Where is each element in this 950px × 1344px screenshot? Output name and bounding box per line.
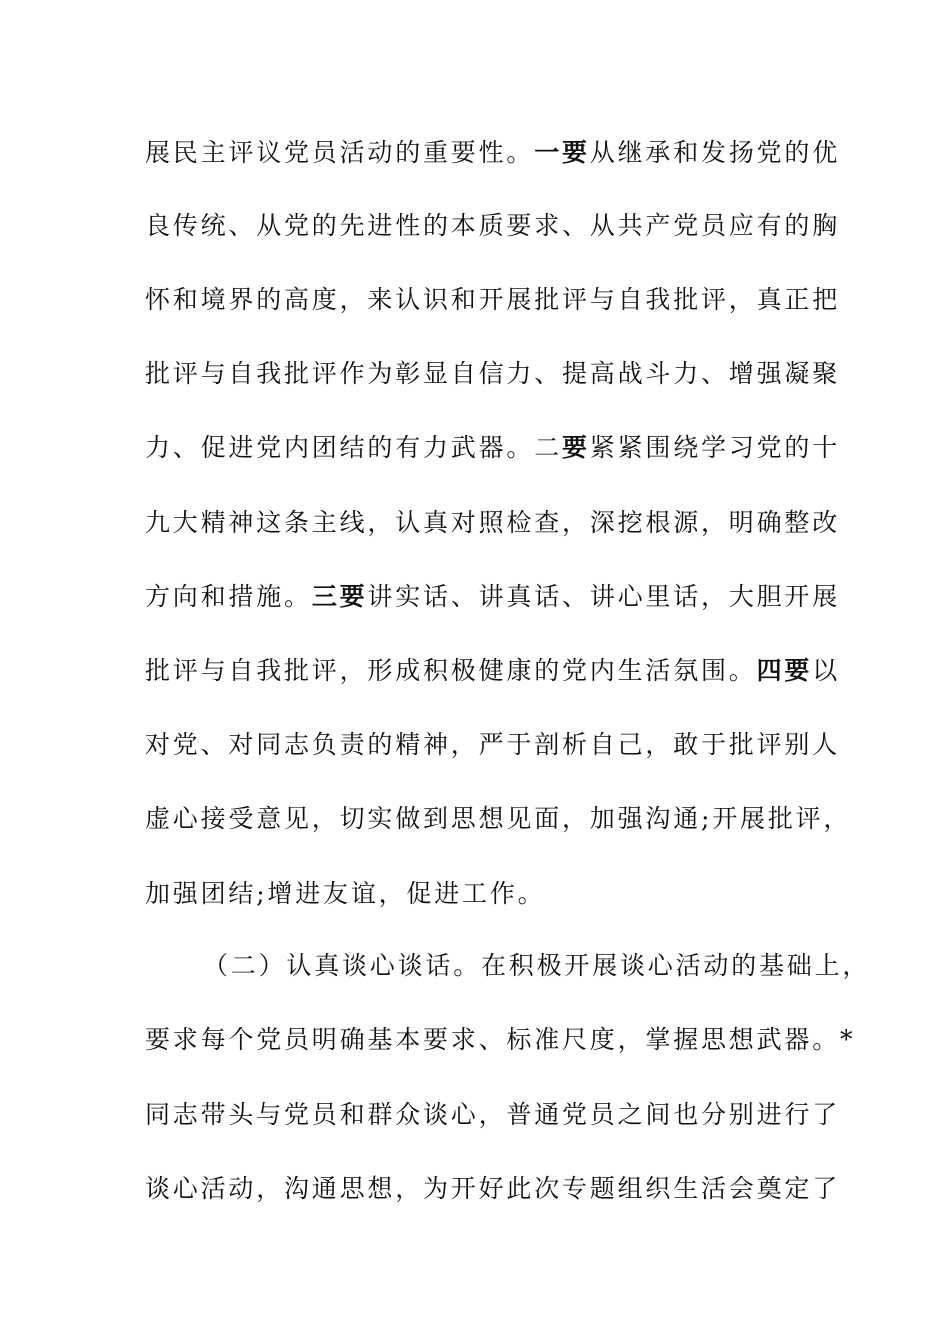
text-run: 批评与自我批评，形成积极健康的党内生活氛围。 xyxy=(145,656,757,685)
text-run: 展民主评议党员活动的重要性。 xyxy=(145,138,535,167)
text-line-1 xyxy=(145,133,841,173)
text-run: 同志带头与党员和群众谈心，普通党员之间也分别进行了 xyxy=(145,1100,841,1129)
text-run: 方向和措施。 xyxy=(145,582,312,611)
text-line-10 xyxy=(145,799,852,839)
text-run: 力、促进党内团结的有力武器。二 xyxy=(145,433,563,462)
text-line-6 xyxy=(145,503,841,543)
text-run: 谈心活动，沟通思想，为开好此次专题组织生活会奠定了 xyxy=(145,1174,841,1203)
text-run: 从继承和发扬党的优 xyxy=(589,138,841,167)
text-line-5 xyxy=(145,428,841,468)
text-line-13 xyxy=(145,1020,856,1060)
text-line-11 xyxy=(145,874,825,914)
text-run: 紧紧围绕学习党的十 xyxy=(589,433,841,462)
text-run: 加强团结;增进友谊，促进工作。 xyxy=(145,879,546,908)
text-run-bold: 四要 xyxy=(756,656,813,685)
text-line-15 xyxy=(145,1169,841,1209)
text-line-2 xyxy=(145,206,841,246)
text-line-8 xyxy=(145,651,841,691)
text-run-bold: 要 xyxy=(562,433,590,462)
text-line-4 xyxy=(145,354,841,394)
text-run: 九大精神这条主线，认真对照检查，深挖根源，明确整改 xyxy=(145,508,841,537)
text-run-bold: 三要 xyxy=(311,582,368,611)
text-line-3 xyxy=(145,280,841,320)
text-run: 对党、对同志负责的精神，严于剖析自己，敢于批评别人 xyxy=(145,730,841,759)
text-run: 批评与自我批评作为彰显自信力、提高战斗力、增强凝聚 xyxy=(145,359,841,388)
text-line-12 xyxy=(203,946,871,986)
text-run-bold: 一要 xyxy=(534,138,590,167)
text-run: 怀和境界的高度，来认识和开展批评与自我批评，真正把 xyxy=(145,285,841,314)
text-run: 要求每个党员明确基本要求、标准尺度，掌握思想武器。* xyxy=(145,1025,856,1054)
text-run: 良传统、从党的先进性的本质要求、从共产党员应有的胸 xyxy=(145,211,841,240)
text-run: 讲实话、讲真话、讲心里话，大胆开展 xyxy=(367,582,841,611)
text-line-14 xyxy=(145,1095,841,1135)
text-line-7 xyxy=(145,577,841,617)
text-line-9 xyxy=(145,725,841,765)
text-run: 以 xyxy=(812,656,841,685)
text-run: （二）认真谈心谈话。在积极开展谈心活动的基础上， xyxy=(203,951,871,980)
text-run: 虚心接受意见，切实做到思想见面，加强沟通;开展批评， xyxy=(145,804,852,833)
